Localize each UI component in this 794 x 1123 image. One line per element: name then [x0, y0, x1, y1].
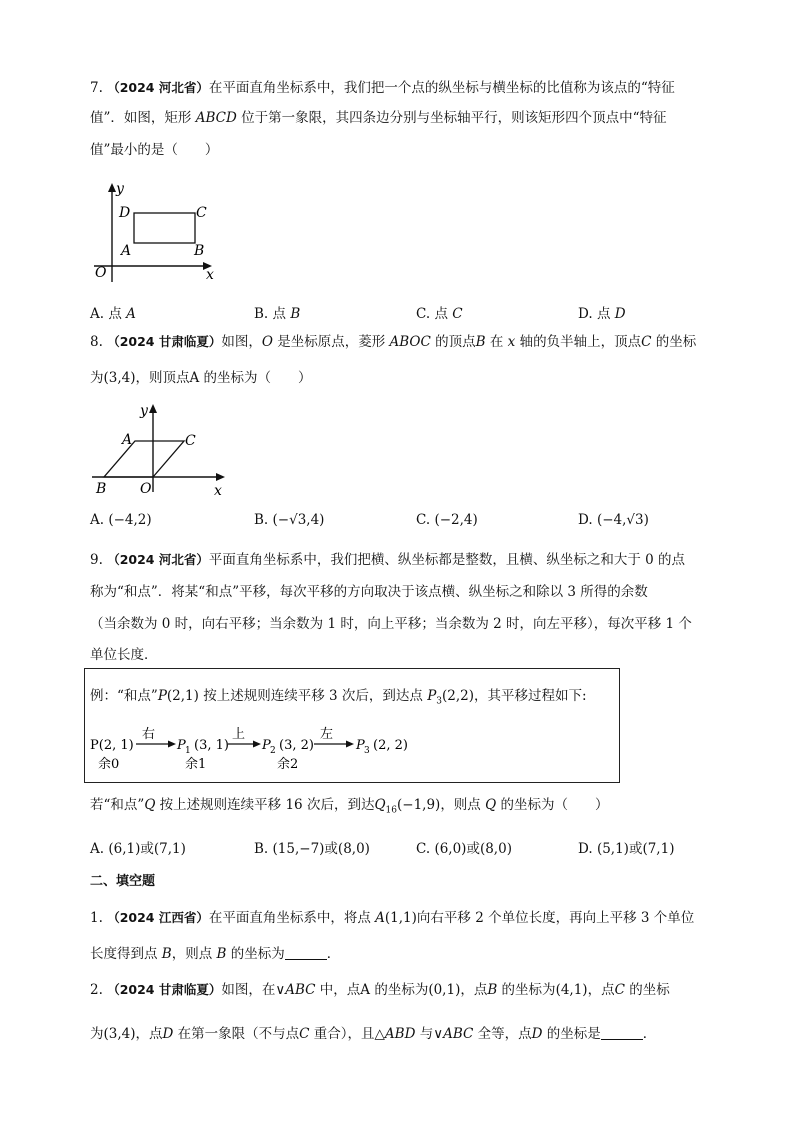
chain-rem-2: 余1: [185, 757, 207, 772]
option-label: A.: [90, 841, 105, 857]
example-text: ，其平移过程如下:: [474, 688, 587, 704]
q9-translation-chain: [88, 722, 418, 774]
option-text: 点: [596, 306, 615, 322]
q9-text: ，则点: [440, 797, 486, 813]
option-value: (−4,√3): [596, 512, 649, 528]
f2-text: ，点: [587, 982, 615, 998]
chain-p0: P(2, 1): [90, 738, 134, 753]
q9-line2: 称为“和点”．将某“和点”平移，每次平移的方向取决于该点横、纵坐标之和除以 3 所得的余数: [90, 584, 648, 600]
f2-point: C: [614, 982, 625, 998]
f2-text: 在第一象限（不与点: [173, 1026, 300, 1042]
f2-text: 全等，点: [473, 1026, 532, 1042]
q9-question-line: [90, 795, 706, 821]
example-point: P: [427, 688, 437, 704]
q9-point: Q: [374, 797, 386, 813]
q8-number: 8.: [90, 334, 103, 350]
f2-text: ，点: [460, 982, 488, 998]
q8-option-d[interactable]: [578, 512, 649, 528]
chain-p2-sub: 2: [270, 746, 276, 756]
f2-line1: [90, 980, 706, 1000]
q8-text: 是坐标原点，菱形: [272, 334, 390, 350]
chain-p2: P: [262, 738, 271, 753]
q9-example-line: [90, 686, 706, 712]
q7-rectangle: [134, 213, 195, 243]
q8-label-y: y: [140, 403, 148, 419]
q7-source: （2024 河北省）: [107, 80, 209, 95]
q9-option-a[interactable]: [90, 837, 186, 857]
f1-point: A: [375, 910, 385, 926]
f1-point: B: [161, 946, 172, 962]
option-value: (7,1): [642, 841, 675, 857]
q8-coord: (3,4): [103, 370, 136, 386]
option-value: (15,−7): [272, 841, 325, 857]
option-label: A.: [90, 512, 105, 528]
option-text: 点: [108, 306, 127, 322]
q7-label-o: O: [95, 265, 107, 281]
q9-text: 的坐标为（ ）: [496, 797, 609, 813]
chain-p2-coord: (3, 2): [279, 738, 314, 753]
chain-p1-sub: 1: [185, 746, 191, 756]
option-value: (−√3,4): [272, 512, 325, 528]
q8-text: 轴的负半轴上，顶点: [515, 334, 642, 350]
f1-text: 长度得到点: [90, 946, 162, 962]
example-coord: (2,1): [166, 688, 199, 704]
chain-p3-coord: (2, 2): [373, 738, 408, 753]
q9-point: Q: [485, 797, 497, 813]
f1-text: 在平面直角坐标系中，将点: [208, 910, 376, 926]
q7-label-x: x: [206, 267, 214, 283]
chain-dir-1: 右: [142, 727, 156, 742]
f2-point: C: [299, 1026, 310, 1042]
q7-text: 位于第一象限，其四条边分别与坐标轴平行，则该矩形四个顶点中“特征: [236, 110, 667, 126]
example-text: 按上述规则连续平移 3 次后，到达点: [198, 688, 428, 704]
q8-label-x: x: [214, 483, 222, 499]
q9-line3: （当余数为 0 时，向右平移；当余数为 1 时，向上平移；当余数为 2 时，向左平移），每次平移 1 个: [90, 616, 692, 632]
f2-triangle: ∨ABC: [275, 982, 316, 998]
f2-text: ．: [642, 1026, 657, 1042]
q9-coord: (−1,9): [396, 797, 441, 813]
example-subscript: 3: [436, 696, 443, 707]
q7-figure: [88, 178, 228, 284]
q8-text: 如图，: [221, 334, 262, 350]
q7-option-c[interactable]: [416, 302, 463, 322]
option-value: (7,1): [153, 841, 186, 857]
q7-label-d: D: [119, 205, 131, 221]
option-label: A.: [90, 306, 105, 322]
q8-line1: [90, 332, 706, 352]
q7-option-a[interactable]: [90, 302, 136, 322]
option-or: 或: [466, 841, 480, 857]
option-label: D.: [578, 306, 593, 322]
f2-text: 与: [415, 1026, 434, 1042]
option-label: D.: [578, 512, 593, 528]
q9-line4: 单位长度．: [90, 647, 158, 663]
q9-number: 9.: [90, 552, 103, 568]
chain-arrowhead-1: [168, 741, 176, 748]
q7-label-y: y: [116, 181, 124, 197]
q7-text: 值”．如图，矩形: [90, 110, 196, 126]
q8-text: 的顶点: [430, 334, 476, 350]
q9-text: 按上述规则连续平移 16 次后，到达: [155, 797, 375, 813]
f1-point: B: [216, 946, 227, 962]
option-or: 或: [628, 841, 643, 857]
option-text: 点: [434, 306, 453, 322]
f1-text: ．: [326, 946, 341, 962]
example-point: P: [157, 688, 167, 704]
q9-source: （2024 河北省）: [107, 552, 209, 567]
chain-p1: P: [177, 738, 186, 753]
option-label: B.: [254, 512, 269, 528]
q8-point: B: [475, 334, 486, 350]
option-or: 或: [140, 841, 154, 857]
option-label: C.: [416, 512, 431, 528]
f2-point: D: [162, 1026, 174, 1042]
f1-number: 1.: [90, 910, 103, 926]
q7-line3: 值”最小的是（ ）: [90, 142, 219, 158]
q8-figure: [88, 400, 238, 500]
q9-point: Q: [144, 797, 156, 813]
f1-text: 的坐标为: [226, 946, 285, 962]
option-label: C.: [416, 306, 431, 322]
f1-coord: (1,1): [384, 910, 417, 926]
f2-triangle: △ABD: [374, 1026, 416, 1042]
q8-option-a[interactable]: [90, 512, 152, 528]
q8-option-c[interactable]: [416, 512, 478, 528]
option-value: (−2,4): [434, 512, 478, 528]
option-value: (5,1): [596, 841, 629, 857]
q8-axis-name: x: [507, 334, 516, 350]
q7-number: 7.: [90, 80, 103, 96]
section-heading: 二、填空题: [90, 874, 156, 889]
q9-subscript: 16: [385, 805, 397, 816]
option-point: D: [614, 306, 626, 322]
q9-line1: [90, 550, 706, 570]
f2-point: B: [487, 982, 498, 998]
example-text: 例：“和点”: [90, 688, 158, 704]
q9-text: 若“和点”: [90, 797, 145, 813]
option-value: (6,0): [434, 841, 467, 857]
f1-answer-blank[interactable]: [285, 945, 327, 960]
option-value: (8,0): [479, 841, 512, 857]
f2-source: （2024 甘肃临夏）: [107, 982, 222, 997]
f2-number: 2.: [90, 982, 103, 998]
option-text: 点: [272, 306, 291, 322]
q9-option-d[interactable]: [578, 837, 674, 857]
f1-line2: [90, 944, 706, 964]
q8-label-b: B: [96, 481, 107, 497]
option-point: A: [126, 306, 136, 322]
q8-source: （2024 甘肃临夏）: [107, 334, 222, 349]
option-label: D.: [578, 841, 593, 857]
q8-rhombus-name: ABOC: [389, 334, 431, 350]
chain-arrowhead-3: [346, 741, 354, 748]
q9-text: 平面直角坐标系中，我们把横、纵坐标都是整数，且横、纵坐标之和大于 0 的点: [208, 552, 686, 568]
option-value: (6,1): [108, 841, 141, 857]
q7-line2: [90, 108, 706, 128]
chain-rem-3: 余2: [277, 757, 299, 772]
f1-text: ，则点: [171, 946, 217, 962]
chain-dir-2: 上: [232, 727, 246, 742]
option-or: 或: [324, 841, 338, 857]
q7-option-d[interactable]: [578, 302, 626, 322]
f2-text: ，点: [135, 1026, 163, 1042]
q7-y-arrow: [108, 183, 116, 192]
q7-label-c: C: [196, 205, 207, 221]
f2-coord: (0,1): [428, 982, 461, 998]
option-point: B: [290, 306, 301, 322]
f2-point: D: [531, 1026, 543, 1042]
f2-line2: [90, 1024, 706, 1044]
q8-option-b[interactable]: [254, 512, 324, 528]
q8-line2: [90, 368, 706, 388]
f2-text: 如图，在: [221, 982, 276, 998]
option-label: B.: [254, 841, 269, 857]
q7-label-a: A: [121, 243, 132, 259]
f2-answer-blank[interactable]: [601, 1025, 643, 1040]
chain-arrowhead-2: [253, 741, 261, 748]
chain-rem-1: 余0: [98, 757, 120, 772]
q8-label-a: A: [122, 432, 133, 448]
q8-point: C: [641, 334, 652, 350]
q8-text: 在: [485, 334, 508, 350]
f2-text: 的坐标是: [542, 1026, 601, 1042]
example-coord: (2,2): [442, 688, 475, 704]
q7-rect-name: ABCD: [195, 110, 237, 126]
q8-point: O: [261, 334, 273, 350]
f1-line1: [90, 908, 706, 928]
chain-dir-3: 左: [320, 727, 334, 742]
f1-source: （2024 江西省）: [107, 910, 209, 925]
f1-text: 向右平移 2 个单位长度，再向上平移 3 个单位: [416, 910, 695, 926]
q8-y-arrow: [149, 404, 157, 413]
q8-text: 的坐标: [651, 334, 697, 350]
f2-text: 中，点A 的坐标为: [315, 982, 429, 998]
q8-label-o: O: [140, 481, 152, 497]
f2-text: 重合），且: [309, 1026, 375, 1042]
q7-label-b: B: [194, 243, 205, 259]
option-label: B.: [254, 306, 269, 322]
option-value: (−4,2): [108, 512, 152, 528]
option-label: C.: [416, 841, 431, 857]
f2-coord: (4,1): [555, 982, 588, 998]
q8-x-arrow: [216, 473, 225, 481]
f2-coord: (3,4): [103, 1026, 136, 1042]
q8-rhombus: [104, 441, 184, 477]
f2-text: 的坐标: [624, 982, 670, 998]
q8-text: 为: [90, 370, 104, 386]
q7-text: 在平面直角坐标系中，我们把一个点的纵坐标与横坐标的比值称为该点的“特征: [208, 80, 675, 96]
q9-option-c[interactable]: [416, 837, 512, 857]
option-point: C: [452, 306, 463, 322]
q8-text: ，则顶点A 的坐标为（ ）: [135, 370, 312, 386]
chain-p3-sub: 3: [364, 746, 370, 756]
q9-option-b[interactable]: [254, 837, 370, 857]
option-value: (8,0): [337, 841, 370, 857]
q7-line1: [90, 78, 706, 98]
chain-p1-coord: (3, 1): [194, 738, 229, 753]
f2-text: 的坐标为: [497, 982, 556, 998]
f2-triangle: ∨ABC: [433, 1026, 474, 1042]
q8-label-c: C: [185, 433, 196, 449]
q7-option-b[interactable]: [254, 302, 300, 322]
f2-text: 为: [90, 1026, 104, 1042]
chain-p3: P: [356, 738, 365, 753]
